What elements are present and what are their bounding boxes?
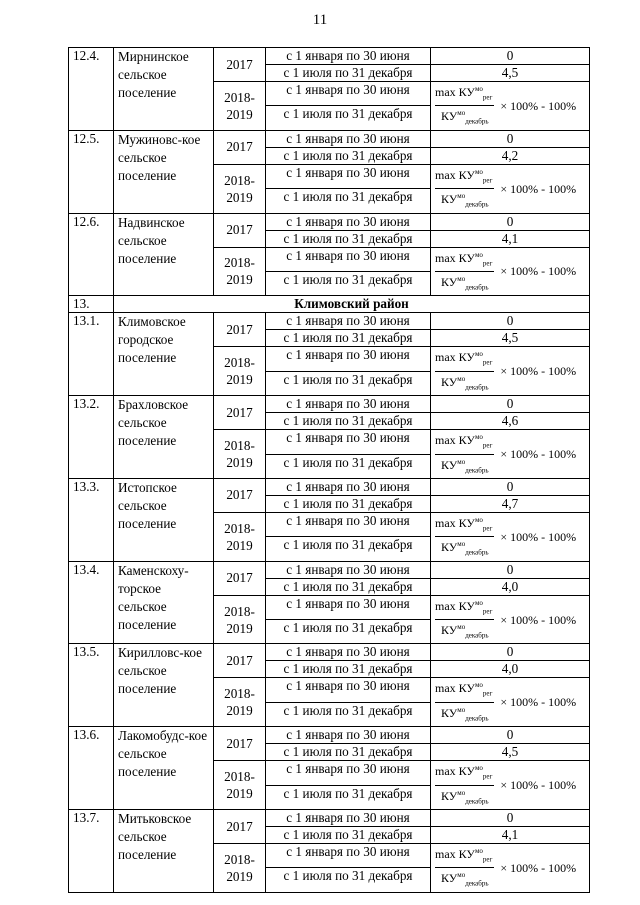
formula-sub-reg: рег <box>482 93 493 102</box>
value-second-half: 4,2 <box>431 147 590 164</box>
period-first-half: с 1 января по 30 июня <box>266 844 431 868</box>
settlement-name: Митьковское сельское поселение <box>114 810 214 893</box>
formula-denominator <box>435 537 489 560</box>
formula-cell <box>431 82 590 131</box>
period-second-half: с 1 июля по 31 декабря <box>266 744 431 761</box>
formula <box>435 513 585 561</box>
formula-ku: КУ <box>458 515 475 530</box>
formula-cell <box>431 430 590 479</box>
value-first-half: 0 <box>431 561 590 578</box>
year-2018-2019: 2018-2019 <box>214 347 266 396</box>
year-2017: 2017 <box>214 130 266 164</box>
formula-ku: КУ <box>441 192 458 207</box>
formula-denominator <box>435 372 489 395</box>
formula-cell <box>431 844 590 893</box>
formula-sup: мо <box>457 705 466 714</box>
value-second-half: 4,7 <box>431 495 590 512</box>
formula-sup: мо <box>457 192 466 201</box>
formula-sub-reg: рег <box>482 607 493 616</box>
formula-sub-reg: рег <box>482 358 493 367</box>
formula <box>435 347 585 395</box>
formula-numerator <box>435 678 494 702</box>
formula-ku: КУ <box>441 274 458 289</box>
row-number: 13.3. <box>69 478 114 561</box>
formula-sup: мо <box>474 598 483 607</box>
formula-denominator <box>435 106 489 129</box>
formula-tail: × 100% - 100% <box>500 364 577 379</box>
formula-sub-reg: рег <box>482 524 493 533</box>
period-second-half: с 1 июля по 31 декабря <box>266 868 431 892</box>
formula-cell <box>431 164 590 213</box>
period-second-half: с 1 июля по 31 декабря <box>266 702 431 726</box>
row-number: 12.5. <box>69 130 114 213</box>
formula-sup: мо <box>457 623 466 632</box>
table-row <box>69 644 590 661</box>
value-second-half: 4,1 <box>431 827 590 844</box>
formula-sup: мо <box>457 871 466 880</box>
formula-max: max <box>435 515 456 530</box>
formula-tail: × 100% - 100% <box>500 264 577 279</box>
formula-tail: × 100% - 100% <box>500 181 577 196</box>
formula-denominator <box>435 189 489 212</box>
value-second-half: 4,5 <box>431 330 590 347</box>
formula-numerator <box>435 347 494 371</box>
period-first-half: с 1 января по 30 июня <box>266 644 431 661</box>
formula-sup: мо <box>457 274 466 283</box>
tariff-table-body <box>69 48 590 893</box>
row-number: 13.2. <box>69 396 114 479</box>
period-first-half: с 1 января по 30 июня <box>266 130 431 147</box>
formula-sub-reg: рег <box>482 176 493 185</box>
formula-ku: КУ <box>441 540 458 555</box>
period-second-half: с 1 июля по 31 декабря <box>266 620 431 644</box>
formula-ku: КУ <box>441 457 458 472</box>
formula-numerator <box>435 165 494 189</box>
year-2017: 2017 <box>214 313 266 347</box>
formula-sub-reg: рег <box>482 258 493 267</box>
formula-ku: КУ <box>458 681 475 696</box>
settlement-name: Надвинское сельское поселение <box>114 213 214 296</box>
formula-cell <box>431 678 590 727</box>
formula-numerator <box>435 596 494 620</box>
year-2018-2019: 2018-2019 <box>214 247 266 296</box>
formula-sup: мо <box>457 457 466 466</box>
year-2018-2019: 2018-2019 <box>214 82 266 131</box>
settlement-name: Мужиновс-кое сельское поселение <box>114 130 214 213</box>
table-row <box>69 478 590 495</box>
formula-max: max <box>435 250 456 265</box>
formula-denominator <box>435 620 489 643</box>
table-row <box>69 313 590 330</box>
district-row <box>69 296 590 313</box>
row-number: 12.6. <box>69 213 114 296</box>
period-first-half: с 1 января по 30 июня <box>266 82 431 106</box>
year-2017: 2017 <box>214 561 266 595</box>
row-number: 12.4. <box>69 48 114 131</box>
formula-sup: мо <box>457 374 466 383</box>
formula-numerator <box>435 761 494 785</box>
formula-sup: мо <box>474 350 483 359</box>
period-second-half: с 1 июля по 31 декабря <box>266 661 431 678</box>
settlement-name: Лакомобудс-кое сельское поселение <box>114 727 214 810</box>
formula-ku: КУ <box>458 847 475 862</box>
value-first-half: 0 <box>431 130 590 147</box>
formula-numerator <box>435 844 494 868</box>
period-second-half: с 1 июля по 31 декабря <box>266 371 431 395</box>
formula-ku: КУ <box>441 374 458 389</box>
value-first-half: 0 <box>431 727 590 744</box>
period-first-half: с 1 января по 30 июня <box>266 430 431 454</box>
formula-fraction <box>435 513 494 561</box>
formula-tail: × 100% - 100% <box>500 612 577 627</box>
formula <box>435 596 585 644</box>
formula-sub-december: декабрь <box>465 283 489 292</box>
formula-tail: × 100% - 100% <box>500 860 577 875</box>
formula-ku: КУ <box>441 705 458 720</box>
period-second-half: с 1 июля по 31 декабря <box>266 827 431 844</box>
formula-numerator <box>435 248 494 272</box>
settlement-name: Климовское городское поселение <box>114 313 214 396</box>
formula-ku: КУ <box>458 350 475 365</box>
table-row <box>69 213 590 230</box>
row-number: 13.6. <box>69 727 114 810</box>
formula-sub-december: декабрь <box>465 200 489 209</box>
period-first-half: с 1 января по 30 июня <box>266 761 431 785</box>
value-second-half: 4,6 <box>431 413 590 430</box>
formula-fraction <box>435 347 494 395</box>
value-first-half: 0 <box>431 396 590 413</box>
period-first-half: с 1 января по 30 июня <box>266 164 431 188</box>
formula-sub-reg: рег <box>482 689 493 698</box>
year-2018-2019: 2018-2019 <box>214 595 266 644</box>
formula-max: max <box>435 350 456 365</box>
formula-ku: КУ <box>458 250 475 265</box>
period-second-half: с 1 июля по 31 декабря <box>266 147 431 164</box>
formula-ku: КУ <box>441 871 458 886</box>
formula <box>435 165 585 213</box>
formula-denominator <box>435 703 489 726</box>
table-row <box>69 727 590 744</box>
period-first-half: с 1 января по 30 июня <box>266 512 431 536</box>
period-second-half: с 1 июля по 31 декабря <box>266 106 431 130</box>
formula-sub-december: декабрь <box>465 117 489 126</box>
period-first-half: с 1 января по 30 июня <box>266 561 431 578</box>
settlement-name: Каменскоху-торское сельское поселение <box>114 561 214 644</box>
settlement-name: Брахловское сельское поселение <box>114 396 214 479</box>
period-first-half: с 1 января по 30 июня <box>266 396 431 413</box>
period-first-half: с 1 января по 30 июня <box>266 347 431 371</box>
formula <box>435 761 585 809</box>
formula-fraction <box>435 596 494 644</box>
period-second-half: с 1 июля по 31 декабря <box>266 785 431 809</box>
value-first-half: 0 <box>431 48 590 65</box>
period-first-half: с 1 января по 30 июня <box>266 213 431 230</box>
formula-cell <box>431 512 590 561</box>
formula-sub-december: декабрь <box>465 465 489 474</box>
formula <box>435 678 585 726</box>
table-row <box>69 130 590 147</box>
value-first-half: 0 <box>431 644 590 661</box>
period-first-half: с 1 января по 30 июня <box>266 478 431 495</box>
formula-max: max <box>435 433 456 448</box>
year-2017: 2017 <box>214 213 266 247</box>
value-first-half: 0 <box>431 478 590 495</box>
page-number: 11 <box>312 12 328 28</box>
year-2017: 2017 <box>214 478 266 512</box>
value-first-half: 0 <box>431 313 590 330</box>
year-2017: 2017 <box>214 644 266 678</box>
formula-max: max <box>435 167 456 182</box>
year-2017: 2017 <box>214 396 266 430</box>
year-2018-2019: 2018-2019 <box>214 512 266 561</box>
year-2018-2019: 2018-2019 <box>214 844 266 893</box>
value-second-half: 4,0 <box>431 661 590 678</box>
value-second-half: 4,5 <box>431 65 590 82</box>
formula-sup: мо <box>474 847 483 856</box>
formula-tail: × 100% - 100% <box>500 98 577 113</box>
period-second-half: с 1 июля по 31 декабря <box>266 65 431 82</box>
formula-tail: × 100% - 100% <box>500 529 577 544</box>
table-row <box>69 561 590 578</box>
formula-sup: мо <box>474 681 483 690</box>
year-2018-2019: 2018-2019 <box>214 761 266 810</box>
year-2017: 2017 <box>214 810 266 844</box>
formula-denominator <box>435 786 489 809</box>
formula-fraction <box>435 761 494 809</box>
formula-sub-reg: рег <box>482 441 493 450</box>
formula-cell <box>431 595 590 644</box>
period-first-half: с 1 января по 30 июня <box>266 595 431 619</box>
formula-denominator <box>435 272 489 295</box>
formula-denominator <box>435 868 489 891</box>
formula <box>435 248 585 296</box>
formula-max: max <box>435 598 456 613</box>
year-2018-2019: 2018-2019 <box>214 164 266 213</box>
formula-ku: КУ <box>458 433 475 448</box>
period-second-half: с 1 июля по 31 декабря <box>266 495 431 512</box>
period-second-half: с 1 июля по 31 декабря <box>266 189 431 213</box>
row-number: 13.5. <box>69 644 114 727</box>
row-number: 13.1. <box>69 313 114 396</box>
period-first-half: с 1 января по 30 июня <box>266 313 431 330</box>
formula-fraction <box>435 82 494 130</box>
formula <box>435 430 585 478</box>
period-first-half: с 1 января по 30 июня <box>266 48 431 65</box>
formula <box>435 82 585 130</box>
district-name: Климовский район <box>114 296 590 313</box>
period-first-half: с 1 января по 30 июня <box>266 678 431 702</box>
formula-sub-december: декабрь <box>465 383 489 392</box>
year-2017: 2017 <box>214 727 266 761</box>
formula-sub-december: декабрь <box>465 714 489 723</box>
formula-numerator <box>435 513 494 537</box>
formula-numerator <box>435 430 494 454</box>
period-first-half: с 1 января по 30 июня <box>266 727 431 744</box>
period-first-half: с 1 января по 30 июня <box>266 247 431 271</box>
formula-cell <box>431 761 590 810</box>
value-first-half: 0 <box>431 810 590 827</box>
tariff-table <box>68 47 590 893</box>
formula-ku: КУ <box>441 109 458 124</box>
formula-sup: мо <box>457 109 466 118</box>
period-second-half: с 1 июля по 31 декабря <box>266 413 431 430</box>
formula-sup: мо <box>474 515 483 524</box>
value-first-half: 0 <box>431 213 590 230</box>
year-2018-2019: 2018-2019 <box>214 678 266 727</box>
year-2018-2019: 2018-2019 <box>214 430 266 479</box>
table-row <box>69 48 590 65</box>
formula-sub-reg: рег <box>482 772 493 781</box>
formula-tail: × 100% - 100% <box>500 778 577 793</box>
formula-ku: КУ <box>458 85 475 99</box>
period-first-half: с 1 января по 30 июня <box>266 810 431 827</box>
formula-max: max <box>435 85 456 99</box>
settlement-name: Кирилловс-кое сельское поселение <box>114 644 214 727</box>
formula-max: max <box>435 681 456 696</box>
year-2017: 2017 <box>214 48 266 82</box>
formula-ku: КУ <box>458 598 475 613</box>
formula-sub-reg: рег <box>482 855 493 864</box>
formula-sub-december: декабрь <box>465 879 489 888</box>
formula-tail: × 100% - 100% <box>500 695 577 710</box>
formula-max: max <box>435 764 456 779</box>
formula-fraction <box>435 678 494 726</box>
formula-sup: мо <box>474 167 483 176</box>
formula <box>435 844 585 892</box>
formula-sub-december: декабрь <box>465 797 489 806</box>
formula-denominator <box>435 455 489 478</box>
period-second-half: с 1 июля по 31 декабря <box>266 454 431 478</box>
formula-cell <box>431 347 590 396</box>
period-second-half: с 1 июля по 31 декабря <box>266 578 431 595</box>
period-second-half: с 1 июля по 31 декабря <box>266 330 431 347</box>
value-second-half: 4,5 <box>431 744 590 761</box>
formula-sup: мо <box>457 540 466 549</box>
formula-ku: КУ <box>458 764 475 779</box>
value-second-half: 4,0 <box>431 578 590 595</box>
formula-sup: мо <box>474 764 483 773</box>
formula-fraction <box>435 248 494 296</box>
formula-ku: КУ <box>441 623 458 638</box>
formula-sup: мо <box>474 250 483 259</box>
formula-sup: мо <box>474 433 483 442</box>
formula-sup: мо <box>474 85 483 93</box>
formula-cell <box>431 247 590 296</box>
formula-fraction <box>435 165 494 213</box>
formula-sub-december: декабрь <box>465 631 489 640</box>
formula-tail: × 100% - 100% <box>500 447 577 462</box>
row-number: 13.7. <box>69 810 114 893</box>
formula-sub-december: декабрь <box>465 548 489 557</box>
formula-ku: КУ <box>458 167 475 182</box>
formula-sup: мо <box>457 788 466 797</box>
formula-fraction <box>435 844 494 892</box>
row-number: 13.4. <box>69 561 114 644</box>
period-second-half: с 1 июля по 31 декабря <box>266 537 431 561</box>
value-second-half: 4,1 <box>431 230 590 247</box>
formula-fraction <box>435 430 494 478</box>
formula-max: max <box>435 847 456 862</box>
row-number: 13. <box>69 296 114 313</box>
formula-ku: КУ <box>441 788 458 803</box>
settlement-name: Мирнинское сельское поселение <box>114 48 214 131</box>
table-row <box>69 810 590 827</box>
period-second-half: с 1 июля по 31 декабря <box>266 271 431 295</box>
table-row <box>69 396 590 413</box>
settlement-name: Истопское сельское поселение <box>114 478 214 561</box>
formula-numerator <box>435 82 494 106</box>
period-second-half: с 1 июля по 31 декабря <box>266 230 431 247</box>
